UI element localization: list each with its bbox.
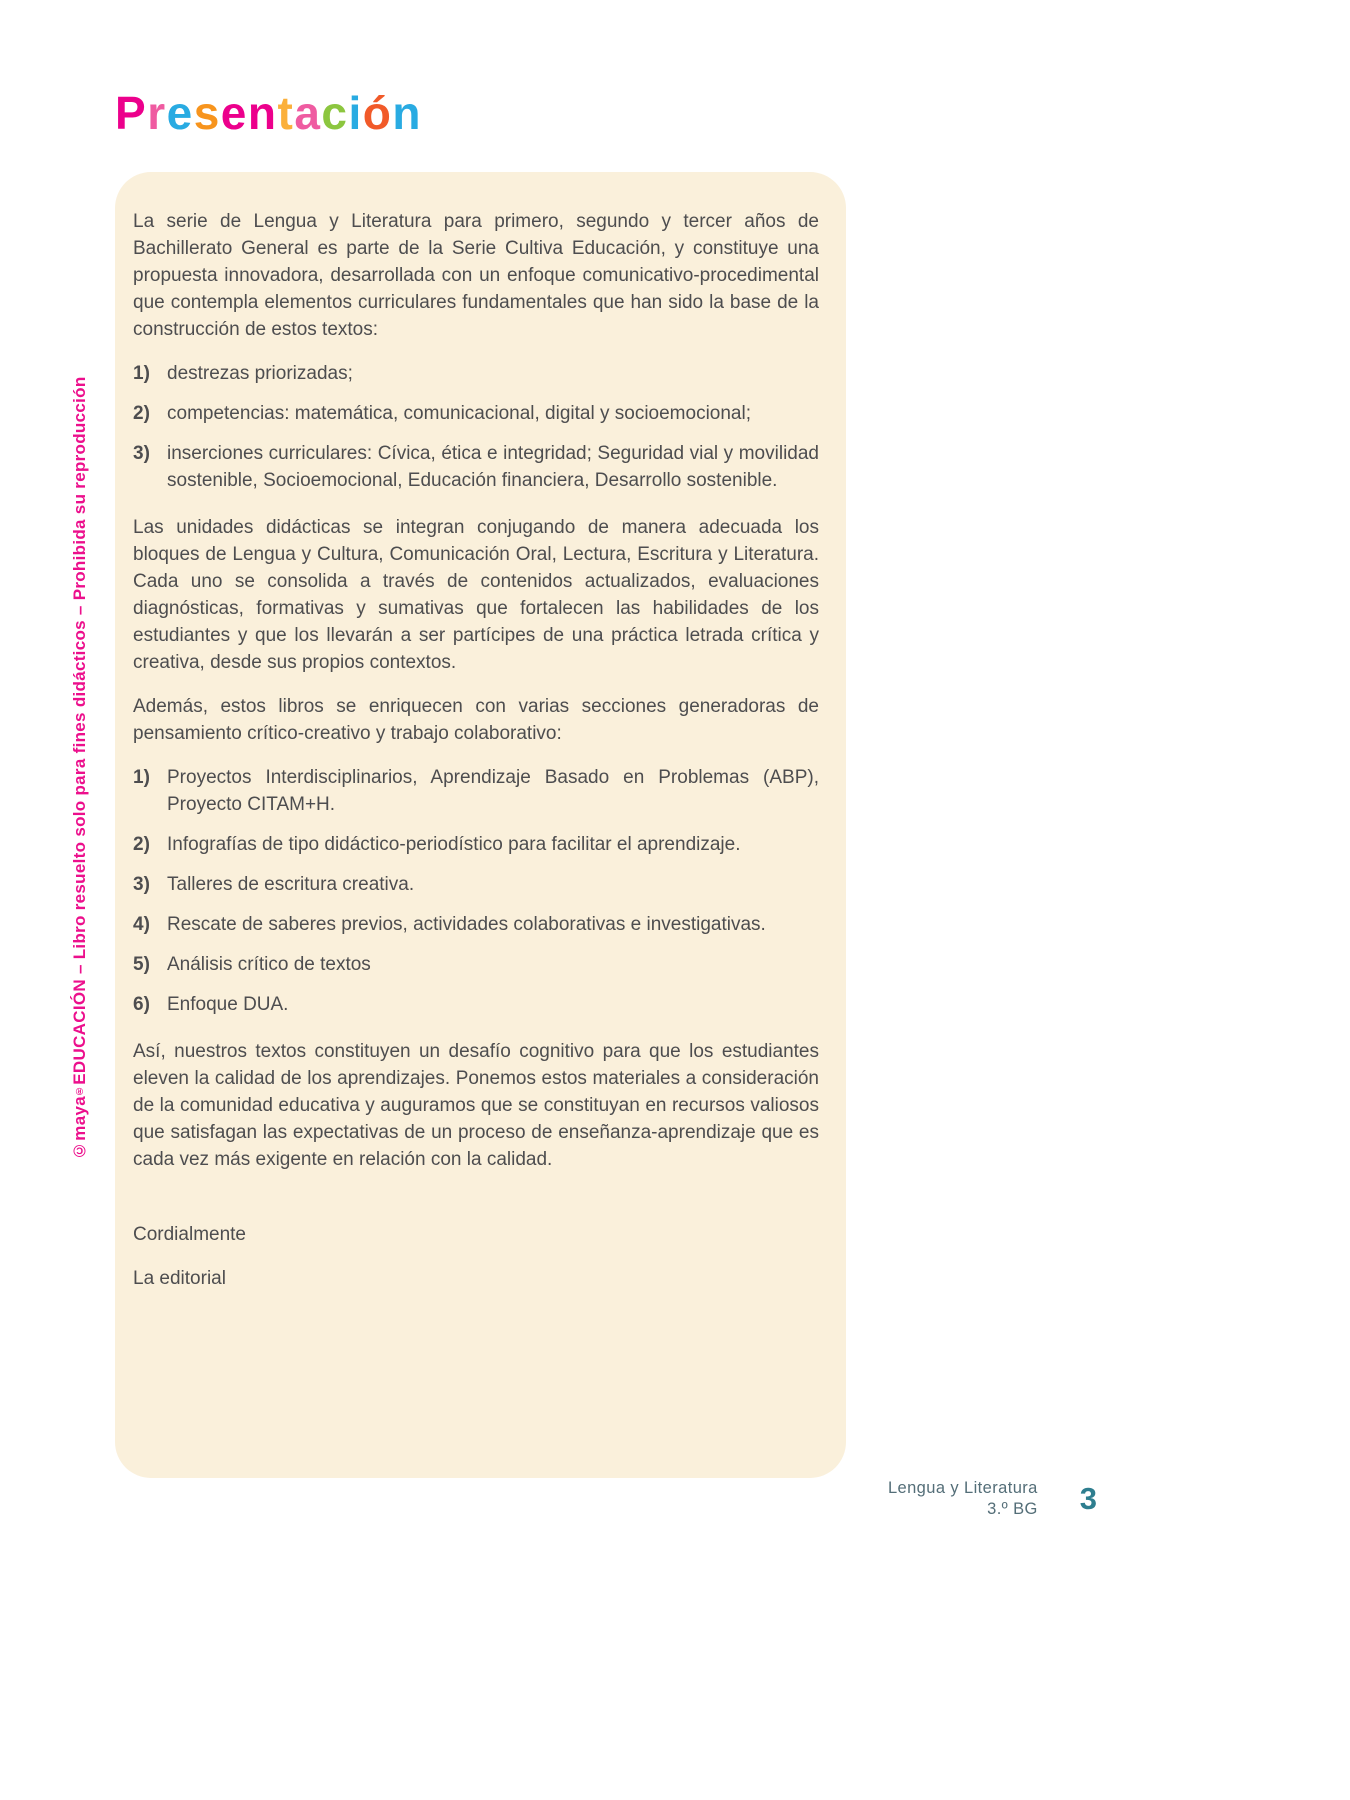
publisher-brand: ©maya: [70, 1096, 89, 1160]
list-item-number: 5): [133, 954, 150, 975]
copyright-sidebar: [70, 376, 98, 1160]
title-letter: n: [247, 87, 278, 139]
list-item: [133, 360, 819, 387]
title-letter: P: [115, 87, 148, 139]
title-letter: ó: [362, 87, 393, 139]
title-letter: t: [277, 87, 295, 139]
list-item-number: 6): [133, 994, 150, 1015]
list-item-number: 4): [133, 914, 150, 935]
footer-series-title: Lengua y Literatura: [887, 1479, 1038, 1497]
title-letter: s: [193, 87, 221, 139]
list-item-number: 2): [133, 834, 150, 855]
list-item: [133, 764, 819, 818]
list-item: [133, 831, 819, 858]
list-item-number: 1): [133, 363, 150, 384]
list-item: [133, 951, 819, 978]
units-paragraph: Las unidades didácticas se integran conjugando de manera adecuada los bloques de Lengua y Cultura, Comunicación Oral, Lectura, Escritura y Literatura. Cada uno se consolida a través de contenidos actualizados, evaluaciones diagnósticas, formativas y sumativas que fortalecen las habilidades de los estudiantes y que los llevarán a ser partícipes de una práctica letrada crítica y creativa, desde sus propios contextos.: [133, 517, 819, 673]
title-letter: a: [294, 87, 322, 139]
registered-mark: ®: [74, 1084, 85, 1097]
footer-book-info: [888, 1478, 1038, 1520]
closing-signature: La editorial: [133, 1268, 226, 1289]
list-item-text: Infografías de tipo didáctico-periodístico para facilitar el aprendizaje.: [167, 834, 741, 855]
closing-salutation: Cordialmente: [133, 1224, 246, 1245]
list-item-text: Análisis crítico de textos: [167, 954, 371, 975]
title-letter: c: [321, 87, 349, 139]
closing-paragraph: Así, nuestros textos constituyen un desafío cognitivo para que los estudiantes eleven la calidad de los aprendizajes. Ponemos estos materiales a consideración de la comunidad educativa y auguramos que se constituyan en recursos valiosos que satisfagan las expectativas de un proceso de enseñanza-aprendizaje que es cada vez más exigente en relación con la calidad.: [133, 1041, 819, 1170]
title-letter: i: [348, 87, 363, 139]
list-item-number: 3): [133, 874, 150, 895]
list-item-text: destrezas priorizadas;: [167, 363, 353, 384]
title-letter: e: [166, 87, 194, 139]
footer-grade: 3.º BG: [987, 1500, 1038, 1518]
list-item: [133, 991, 819, 1018]
copyright-text: EDUCACIÓN – Libro resuelto solo para fines didácticos – Prohibida su reproducción: [70, 376, 89, 1085]
title-letter: n: [392, 87, 422, 139]
list-item-text: Talleres de escritura creativa.: [167, 874, 415, 895]
page-number: 3: [1079, 1481, 1097, 1516]
intro-paragraph: La serie de Lengua y Literatura para primero, segundo y tercer años de Bachillerato General es parte de la Serie Cultiva Educación, y constituye una propuesta innovadora, desarrollada con un enfoque comunicativo-procedimental que contempla elementos curriculares fundamentales que han sido la base de la construcción de estos textos:: [133, 211, 819, 340]
list-item-text: Rescate de saberes previos, actividades colaborativas e investigativas.: [167, 914, 766, 935]
curricular-elements-list: [133, 360, 819, 494]
list-item: [133, 440, 819, 494]
list-item-number: 3): [133, 443, 150, 464]
list-item-text: Enfoque DUA.: [167, 994, 289, 1015]
sections-list: [133, 764, 819, 1018]
sections-paragraph: Además, estos libros se enriquecen con varias secciones generadoras de pensamiento crítico-creativo y trabajo colaborativo:: [133, 696, 819, 744]
page-title: [115, 86, 422, 140]
list-item-text: Proyectos Interdisciplinarios, Aprendizaje Basado en Problemas (ABP), Proyecto CITAM+H.: [167, 767, 819, 815]
list-item: [133, 400, 819, 427]
list-item: [133, 871, 819, 898]
list-item: [133, 911, 819, 938]
content-box: [115, 172, 846, 1478]
title-letter: r: [147, 87, 167, 139]
footer: [888, 1478, 1097, 1520]
list-item-text: competencias: matemática, comunicacional, digital y socioemocional;: [167, 403, 751, 424]
list-item-number: 2): [133, 403, 150, 424]
title-letter: e: [220, 87, 248, 139]
list-item-number: 1): [133, 767, 150, 788]
list-item-text: inserciones curriculares: Cívica, ética e integridad; Seguridad vial y movilidad sostenible, Socioemocional, Educación financiera, Desarrollo sostenible.: [167, 443, 819, 491]
